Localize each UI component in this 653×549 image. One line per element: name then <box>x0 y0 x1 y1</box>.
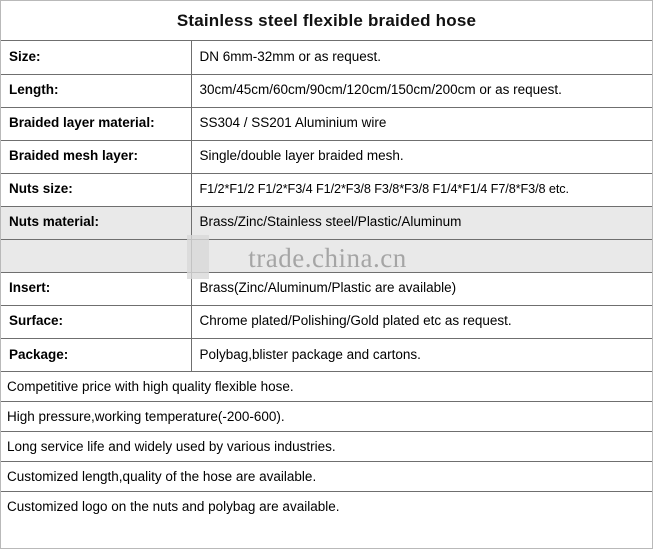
spec-label: Length: <box>1 74 191 107</box>
spec-value: Brass(Zinc/Aluminum/Plastic are available) <box>191 272 652 305</box>
list-item <box>1 372 652 402</box>
specification-table <box>1 41 652 371</box>
document-title-row <box>1 1 652 41</box>
note-text: High pressure,working temperature(-200-600). <box>1 402 652 432</box>
note-text: Customized logo on the nuts and polybag are available. <box>1 492 652 522</box>
table-row <box>1 140 652 173</box>
spec-label: Nuts material: <box>1 206 191 239</box>
spec-value: Brass/Zinc/Stainless steel/Plastic/Aluminum <box>191 206 652 239</box>
spec-label: Braided layer material: <box>1 107 191 140</box>
spec-label: Surface: <box>1 305 191 338</box>
notes-table <box>1 371 652 522</box>
watermark-text: trade.china.cn <box>248 242 407 273</box>
list-item <box>1 462 652 492</box>
spec-label: Size: <box>1 41 191 74</box>
list-item <box>1 402 652 432</box>
page-title: Stainless steel flexible braided hose <box>176 10 477 30</box>
spec-label: Package: <box>1 338 191 371</box>
spec-value: 30cm/45cm/60cm/90cm/120cm/150cm/200cm or as request. <box>191 74 652 107</box>
list-item <box>1 492 652 522</box>
table-row <box>1 74 652 107</box>
spec-label: Nuts size: <box>1 173 191 206</box>
table-row <box>1 338 652 371</box>
note-text: Competitive price with high quality flexible hose. <box>1 372 652 402</box>
spec-value: Single/double layer braided mesh. <box>191 140 652 173</box>
note-text: Long service life and widely used by various industries. <box>1 432 652 462</box>
spec-value <box>191 239 652 272</box>
spec-value: Polybag,blister package and cartons. <box>191 338 652 371</box>
table-row <box>1 272 652 305</box>
spec-value: Chrome plated/Polishing/Gold plated etc as request. <box>191 305 652 338</box>
table-row <box>1 41 652 74</box>
table-row-spacer <box>1 239 652 272</box>
spec-label <box>1 239 191 272</box>
table-row <box>1 206 652 239</box>
spec-label: Insert: <box>1 272 191 305</box>
spec-value: DN 6mm-32mm or as request. <box>199 49 382 65</box>
list-item <box>1 432 652 462</box>
spec-value: F1/2*F1/2 F1/2*F3/4 F1/2*F3/8 F3/8*F3/8 F1/4*F1/4 F7/8*F3/8 etc. <box>191 173 652 206</box>
note-text: Customized length,quality of the hose are available. <box>1 462 652 492</box>
table-row <box>1 305 652 338</box>
spec-label: Braided mesh layer: <box>1 140 191 173</box>
table-row <box>1 107 652 140</box>
spec-value: SS304 / SS201 Aluminium wire <box>191 107 652 140</box>
table-row <box>1 173 652 206</box>
